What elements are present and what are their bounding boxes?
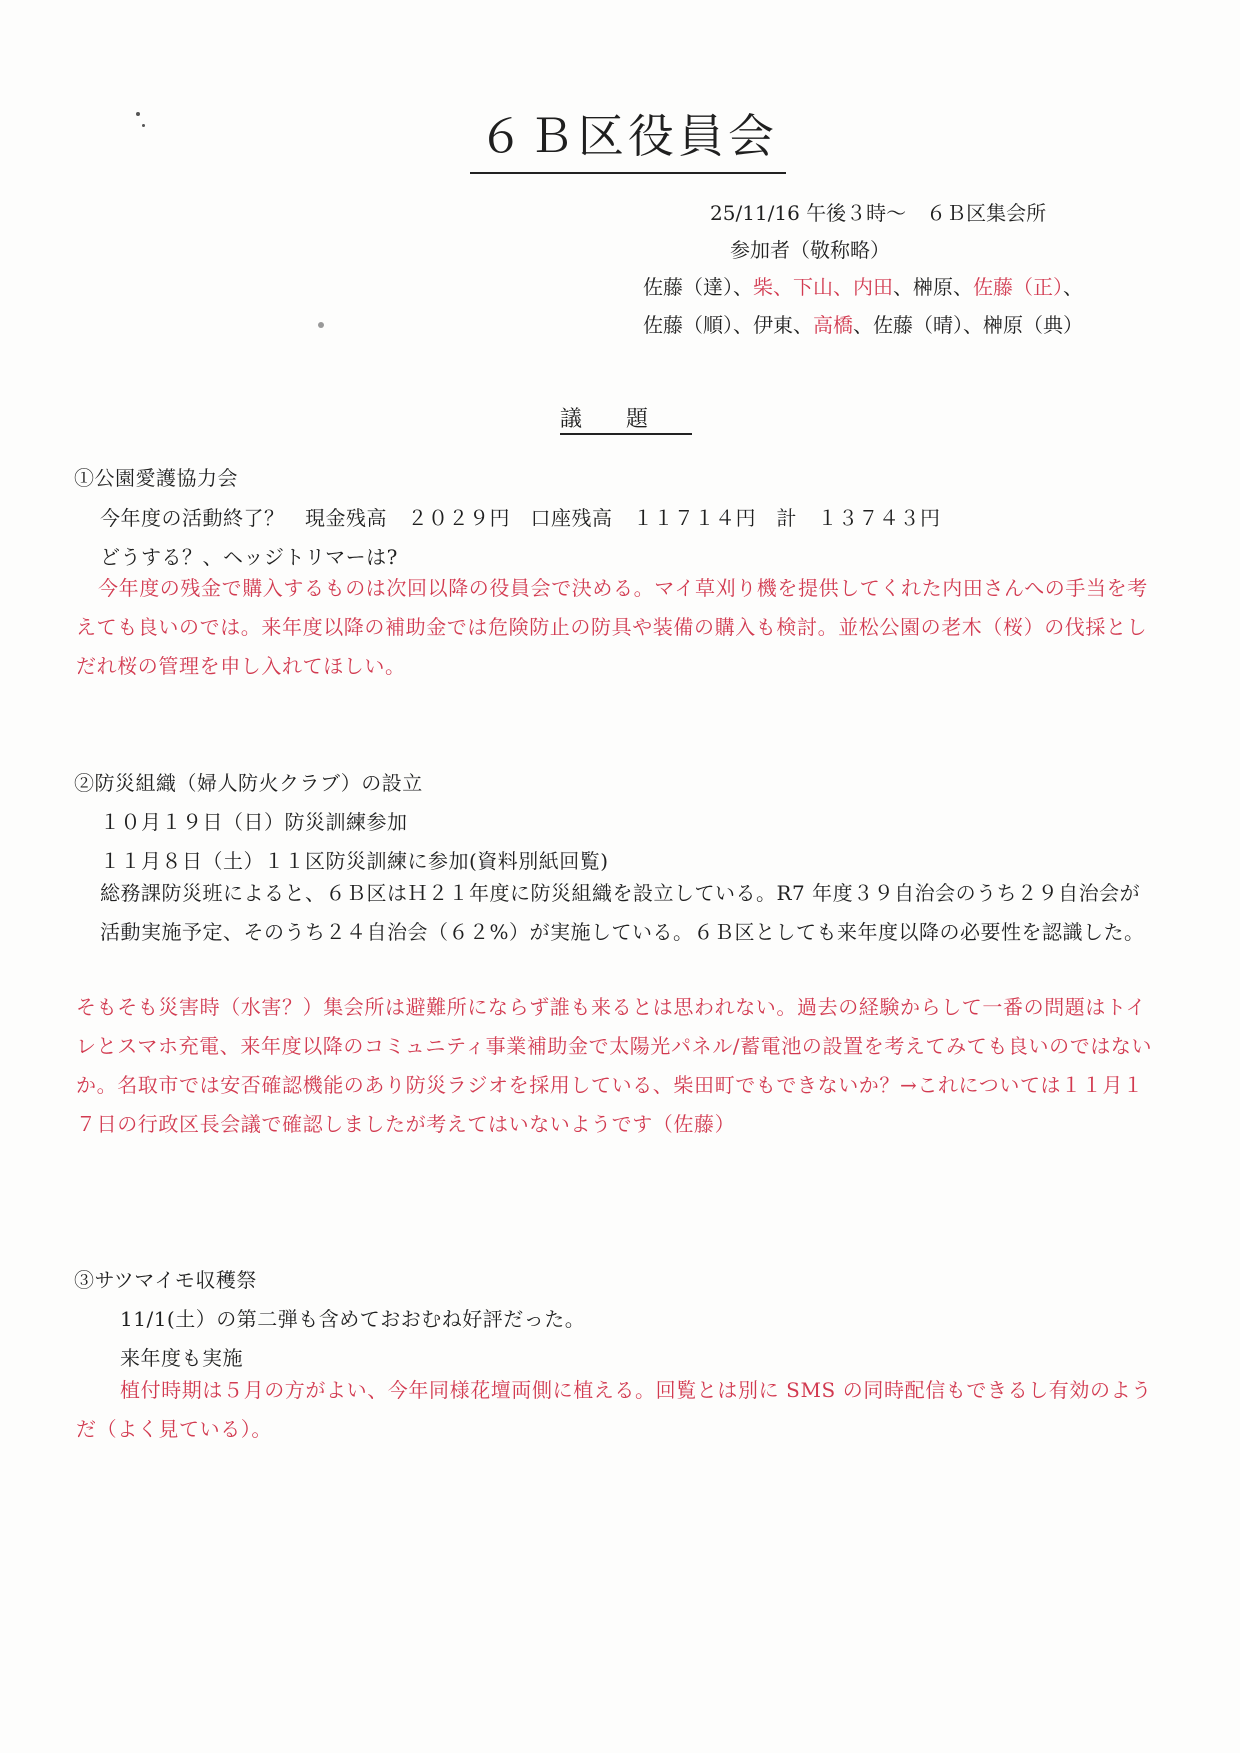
attendee-text: 柴、下山、内田: [753, 275, 893, 299]
attendee-text: 佐藤（達）、: [643, 275, 753, 299]
item-2-heading: ②防災組織（婦人防火クラブ）の設立: [74, 771, 423, 795]
item-2-note: そもそも災害時（水害？）集会所は避難所にならず誰も来るとは思われない。過去の経験からして一番の問題はトイレとスマホ充電、来年度以降のコミュニティ事業補助金で太陽光パネル/蓄電池の設置を考えてみても良いのではないか。名取市では安否確認機能のあり防災ラジオを採用している、柴田町でもできないか？→これについては１１月１７日の行政区長会議で確認しましたが考えてはいないようです（佐藤）: [76, 995, 1153, 1136]
scan-speck: [318, 322, 324, 328]
attendee-text: 、佐藤（晴）、榊原（典）: [853, 313, 1083, 337]
document-title: ６Ｂ区役員会: [470, 100, 786, 174]
item-1-line: どうする？、ヘッジトリマーは?: [100, 545, 398, 569]
item-1-note: 今年度の残金で購入するものは次回以降の役員会で決める。マイ草刈り機を提供してくれた内田さんへの手当を考えても良いのでは。来年度以降の補助金では危険防止の防具や装備の購入も検討。並松公園の老木（桜）の伐採としだれ桜の管理を申し入れてほしい。: [76, 576, 1148, 678]
attendee-text: 佐藤（正）: [973, 275, 1063, 299]
item-3-line: 11/1(土）の第二弾も含めておおむね好評だった。: [120, 1307, 586, 1331]
item-3-heading: ③サツマイモ収穫祭: [74, 1268, 257, 1292]
meeting-datetime: 25/11/16 午後３時～ ６Ｂ区集会所: [710, 201, 1047, 225]
item-2-body: 総務課防災班によると、６Ｂ区はＨ２１年度に防災組織を設立している。R7 年度３９自治会のうち２９自治会が活動実施予定、そのうち２４自治会（６２%）が実施している。６Ｂ区としても来年度以降の必要性を認識した。: [100, 881, 1145, 944]
item-1-line: 今年度の活動終了？ 現金残高 ２０２９円 口座残高 １１７１４円 計 １３７４３円: [100, 506, 941, 530]
item-1-heading: ①公園愛護協力会: [74, 466, 238, 490]
attendee-text: 高橋: [813, 313, 853, 337]
item-3-note: 植付時期は５月の方がよい、今年同様花壇両側に植える。回覧とは別に SMS の同時配信もできるし有効のようだ（よく見ている）。: [76, 1378, 1152, 1441]
item-2-line: １０月１９日（日）防災訓練参加: [100, 810, 408, 834]
attendee-text: 、: [1063, 275, 1083, 299]
attendees-row-2: [643, 309, 1083, 338]
attendee-text: 佐藤（順）、伊東、: [643, 313, 813, 337]
attendees-label: 参加者（敬称略）: [730, 238, 890, 262]
item-3-line: 来年度も実施: [120, 1346, 243, 1370]
attendee-text: 、榊原、: [893, 275, 973, 299]
scan-speck: [142, 124, 145, 127]
scan-speck: [136, 112, 140, 116]
attendees-row-1: [643, 271, 1083, 300]
item-2-line: １１月８日（土）１１区防災訓練に参加(資料別紙回覧): [100, 849, 609, 873]
agenda-heading: 議題: [560, 402, 692, 435]
